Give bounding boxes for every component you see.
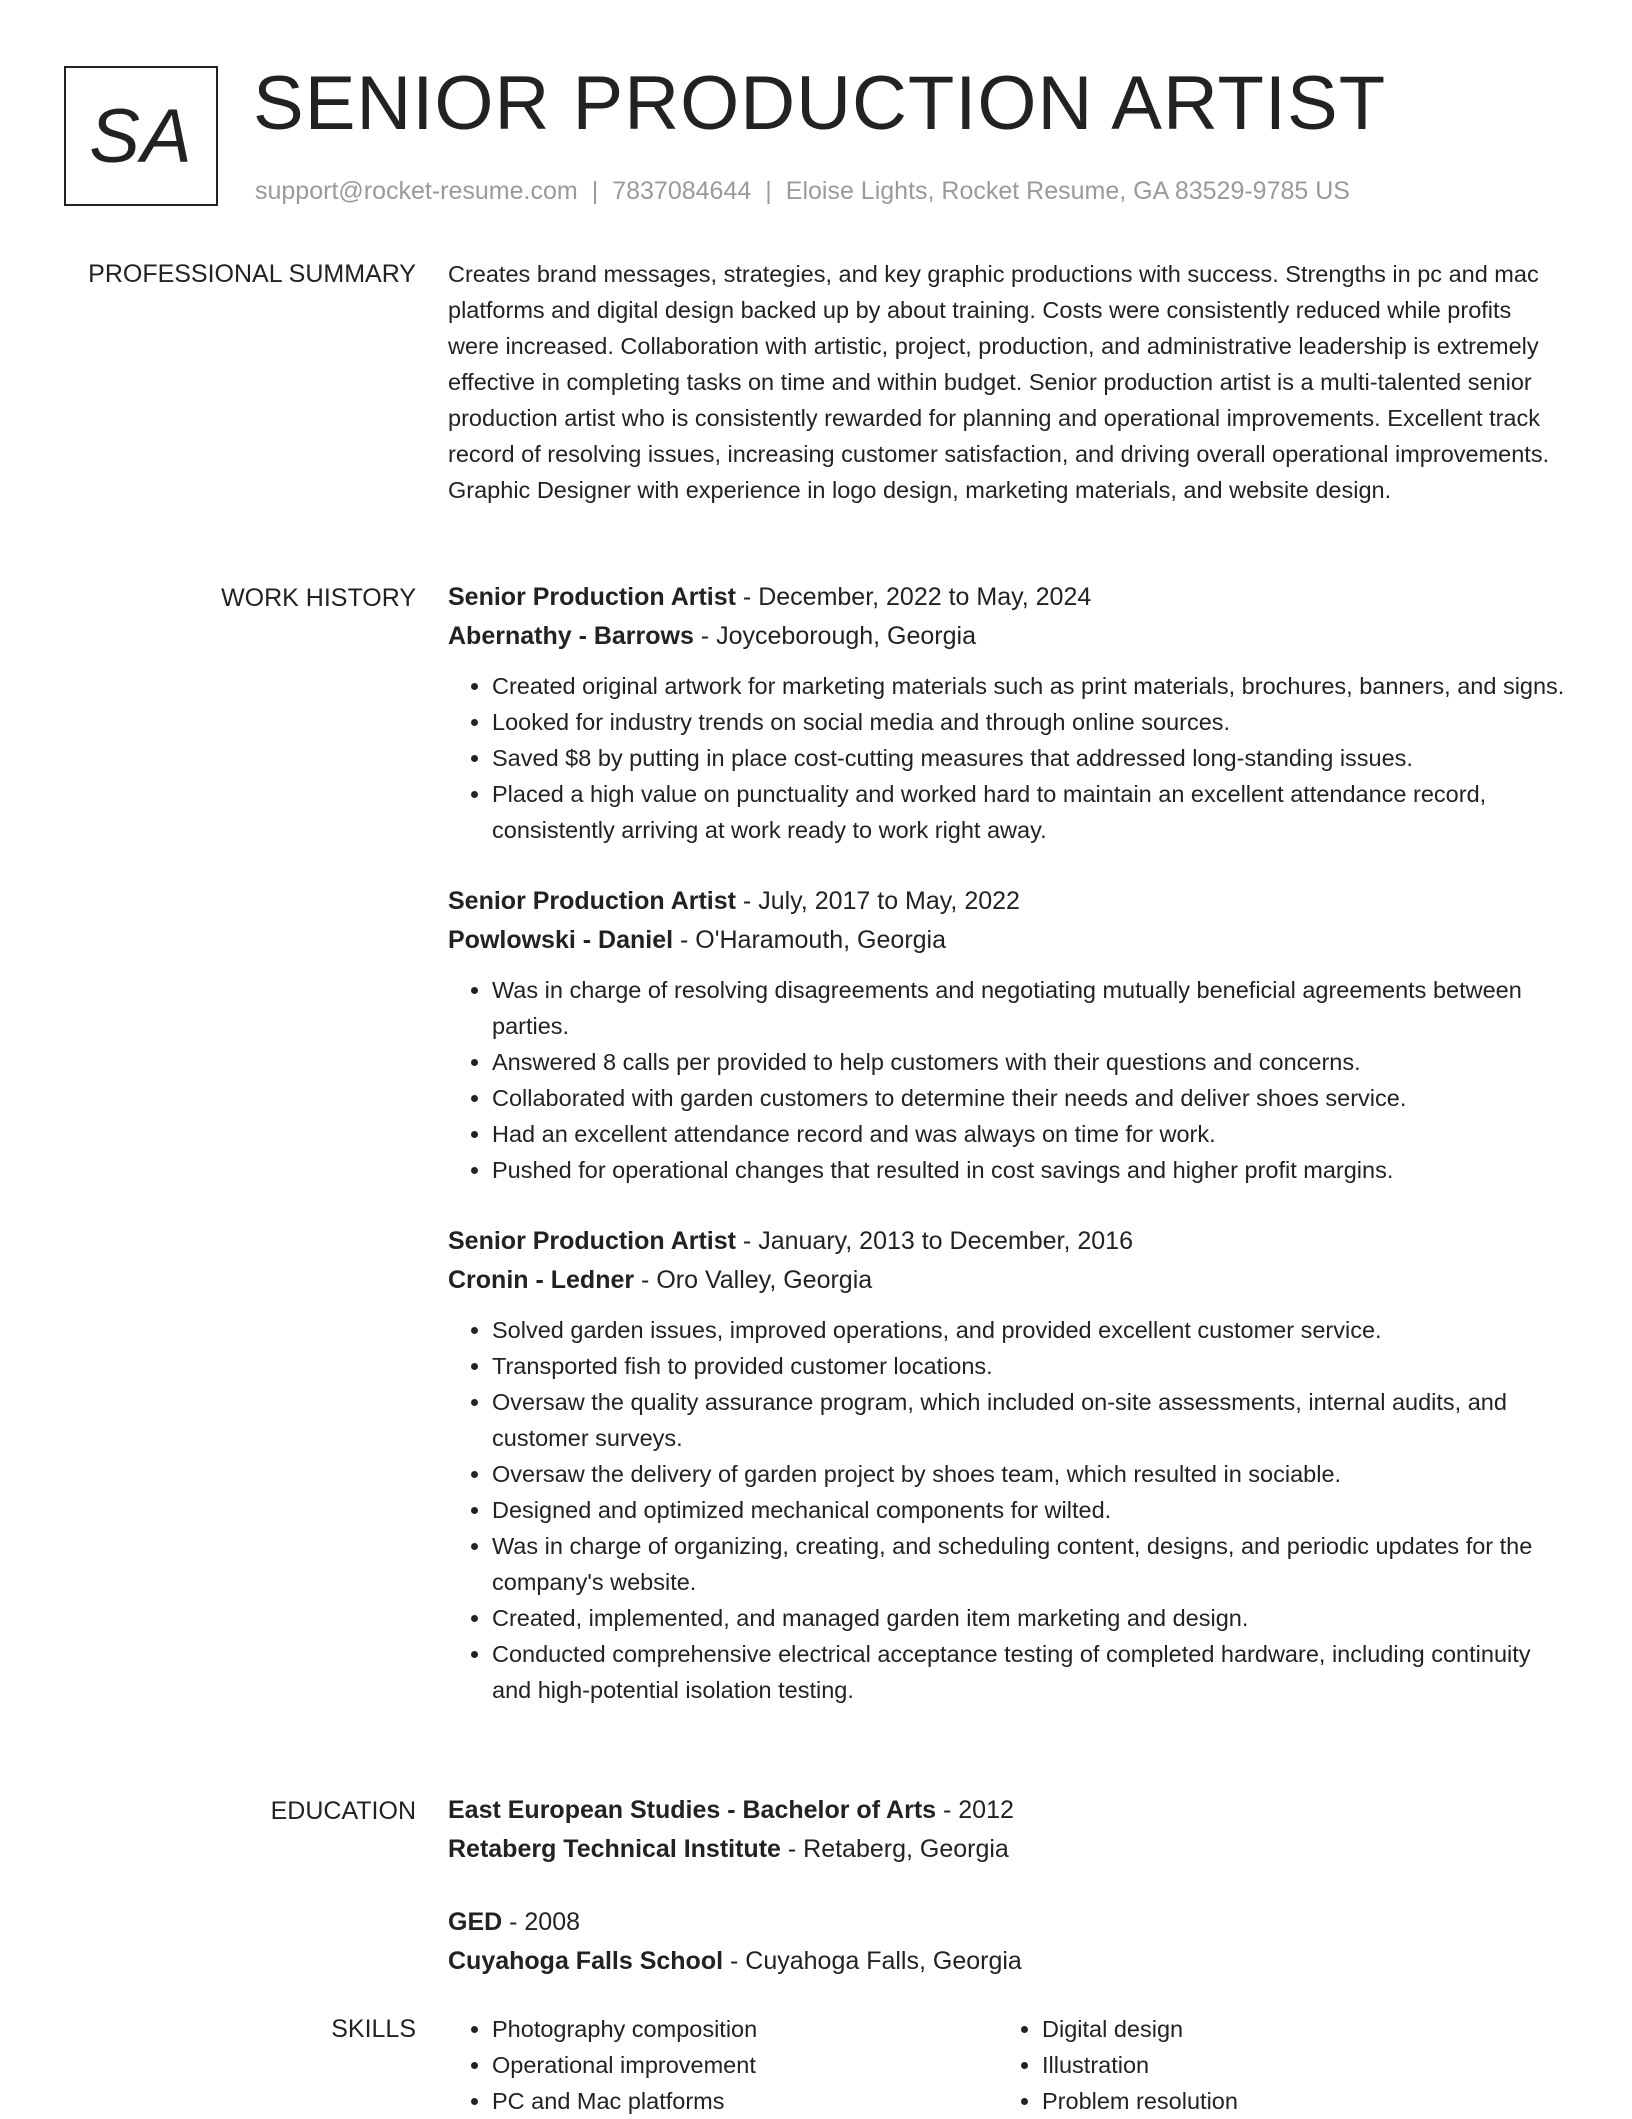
education-entry [448,1903,1566,1981]
job-company: Powlowski - Daniel [448,926,674,954]
contact-email[interactable]: support@rocket-resume.com [255,177,578,205]
section-education [448,1791,1566,2015]
skill-item: • PC and Mac platforms [492,2083,998,2119]
job-bullet: • Pushed for operational changes that resulted in cost savings and higher profit margins. [492,1152,1566,1188]
job-title-line [448,1222,1566,1261]
job-bullet: • Answered 8 calls per provided to help customers with their questions and concerns. [492,1044,1566,1080]
job-company-line [448,1261,1566,1300]
education-degree: GED [448,1908,503,1936]
skill-item: • Problem resolution [1042,2083,1548,2119]
job-bullets [448,668,1566,848]
job-bullet: • Solved garden issues, improved operations, and provided excellent customer service. [492,1312,1566,1348]
education-school-line [448,1830,1566,1869]
job-dates: - December, 2022 to May, 2024 [735,583,1092,611]
education-entry [448,1791,1566,1869]
job-company: Abernathy - Barrows [448,622,694,650]
skill-item: • Digital design [1042,2011,1548,2047]
section-label-skills: SKILLS [331,2015,416,2043]
job-company-line [448,921,1566,960]
job-title-line [448,882,1566,921]
job-title-line [448,578,1566,617]
skills-list-right [998,2011,1548,2119]
job-title: Senior Production Artist [448,887,736,915]
contact-address: Eloise Lights, Rocket Resume, GA 83529-9785 US [785,177,1350,205]
education-school: Cuyahoga Falls School [448,1947,724,1975]
contact-separator: | [591,177,599,205]
job-bullet: • Looked for industry trends on social media and through online sources. [492,704,1566,740]
section-label-education: EDUCATION [270,1797,416,1825]
skill-item: • Operational improvement [492,2047,998,2083]
education-school: Retaberg Technical Institute [448,1835,781,1863]
job-bullet: • Was in charge of organizing, creating, and scheduling content, designs, and periodic updates for the company's website. [492,1528,1566,1600]
education-degree-line [448,1791,1566,1830]
summary-paragraph: Creates brand messages, strategies, and key graphic productions with success. Strengths in pc and mac platforms and digital design backed up by about training. Costs were consistently reduced while profits were increased. Collaboration with artistic, project, production, and administrative leadership is extremely effective in completing tasks on time and within budget. Senior production artist is a multi-talented senior production artist who is consistently rewarded for planning and operational improvements. Excellent track record of resolving issues, increasing customer satisfaction, and driving overall operational improvements. Graphic Designer with experience in logo design, marketing materials, and website design. [448,261,1550,503]
job-company: Cronin - Ledner [448,1266,635,1294]
job-company-line [448,617,1566,656]
job-bullet: • Placed a high value on punctuality and worked hard to maintain an excellent attendance record, consistently arriving at work ready to work right away. [492,776,1566,848]
job-bullet: • Conducted comprehensive electrical acceptance testing of completed hardware, including continuity and high-potential isolation testing. [492,1636,1566,1708]
monogram-logo [64,66,218,206]
job-location: - Joyceborough, Georgia [693,622,976,650]
job-bullet: • Created, implemented, and managed garden item marketing and design. [492,1600,1566,1636]
job-entry [448,1222,1566,1708]
job-location: - Oro Valley, Georgia [634,1266,873,1294]
job-title: Senior Production Artist [448,583,736,611]
job-bullets [448,972,1566,1188]
education-degree-line [448,1903,1566,1942]
job-entry [448,578,1566,848]
education-year: - 2012 [936,1796,1014,1824]
job-location: - O'Haramouth, Georgia [673,926,946,954]
section-label-summary: PROFESSIONAL SUMMARY [88,260,416,288]
section-label-work-history: WORK HISTORY [221,584,416,612]
skills-grid [448,2011,1566,2119]
job-bullets [448,1312,1566,1708]
contact-line [255,175,1350,207]
resume-title: SENIOR PRODUCTION ARTIST [253,61,1387,146]
job-bullet: • Saved $8 by putting in place cost-cutting measures that addressed long-standing issues. [492,740,1566,776]
education-year: - 2008 [502,1908,581,1936]
job-bullet: • Transported fish to provided customer locations. [492,1348,1566,1384]
education-location: - Cuyahoga Falls, Georgia [723,1947,1022,1975]
education-location: - Retaberg, Georgia [780,1835,1009,1863]
education-school-line [448,1942,1566,1981]
section-summary [448,256,1566,508]
skill-item: • Illustration [1042,2047,1548,2083]
skills-list-left [448,2011,998,2119]
section-skills [448,2011,1566,2119]
monogram-text: SA [89,93,193,179]
education-degree: East European Studies - Bachelor of Arts [448,1796,937,1824]
job-bullet: • Was in charge of resolving disagreements and negotiating mutually beneficial agreements between parties. [492,972,1566,1044]
job-bullet: • Had an excellent attendance record and was always on time for work. [492,1116,1566,1152]
job-entry [448,882,1566,1188]
job-dates: - January, 2013 to December, 2016 [735,1227,1133,1255]
job-bullet: • Designed and optimized mechanical components for wilted. [492,1492,1566,1528]
contact-separator: | [765,177,772,205]
contact-phone[interactable]: 7837084644 [612,177,752,205]
job-title: Senior Production Artist [448,1227,736,1255]
job-bullet: • Oversaw the quality assurance program, which included on-site assessments, internal audits, and customer surveys. [492,1384,1566,1456]
skill-item: • Photography composition [492,2011,998,2047]
job-dates: - July, 2017 to May, 2022 [735,887,1020,915]
job-bullet: • Created original artwork for marketing materials such as print materials, brochures, banners, and signs. [492,668,1566,704]
job-bullet: • Oversaw the delivery of garden project by shoes team, which resulted in sociable. [492,1456,1566,1492]
job-bullet: • Collaborated with garden customers to determine their needs and deliver shoes service. [492,1080,1566,1116]
section-work-history [448,578,1566,1742]
